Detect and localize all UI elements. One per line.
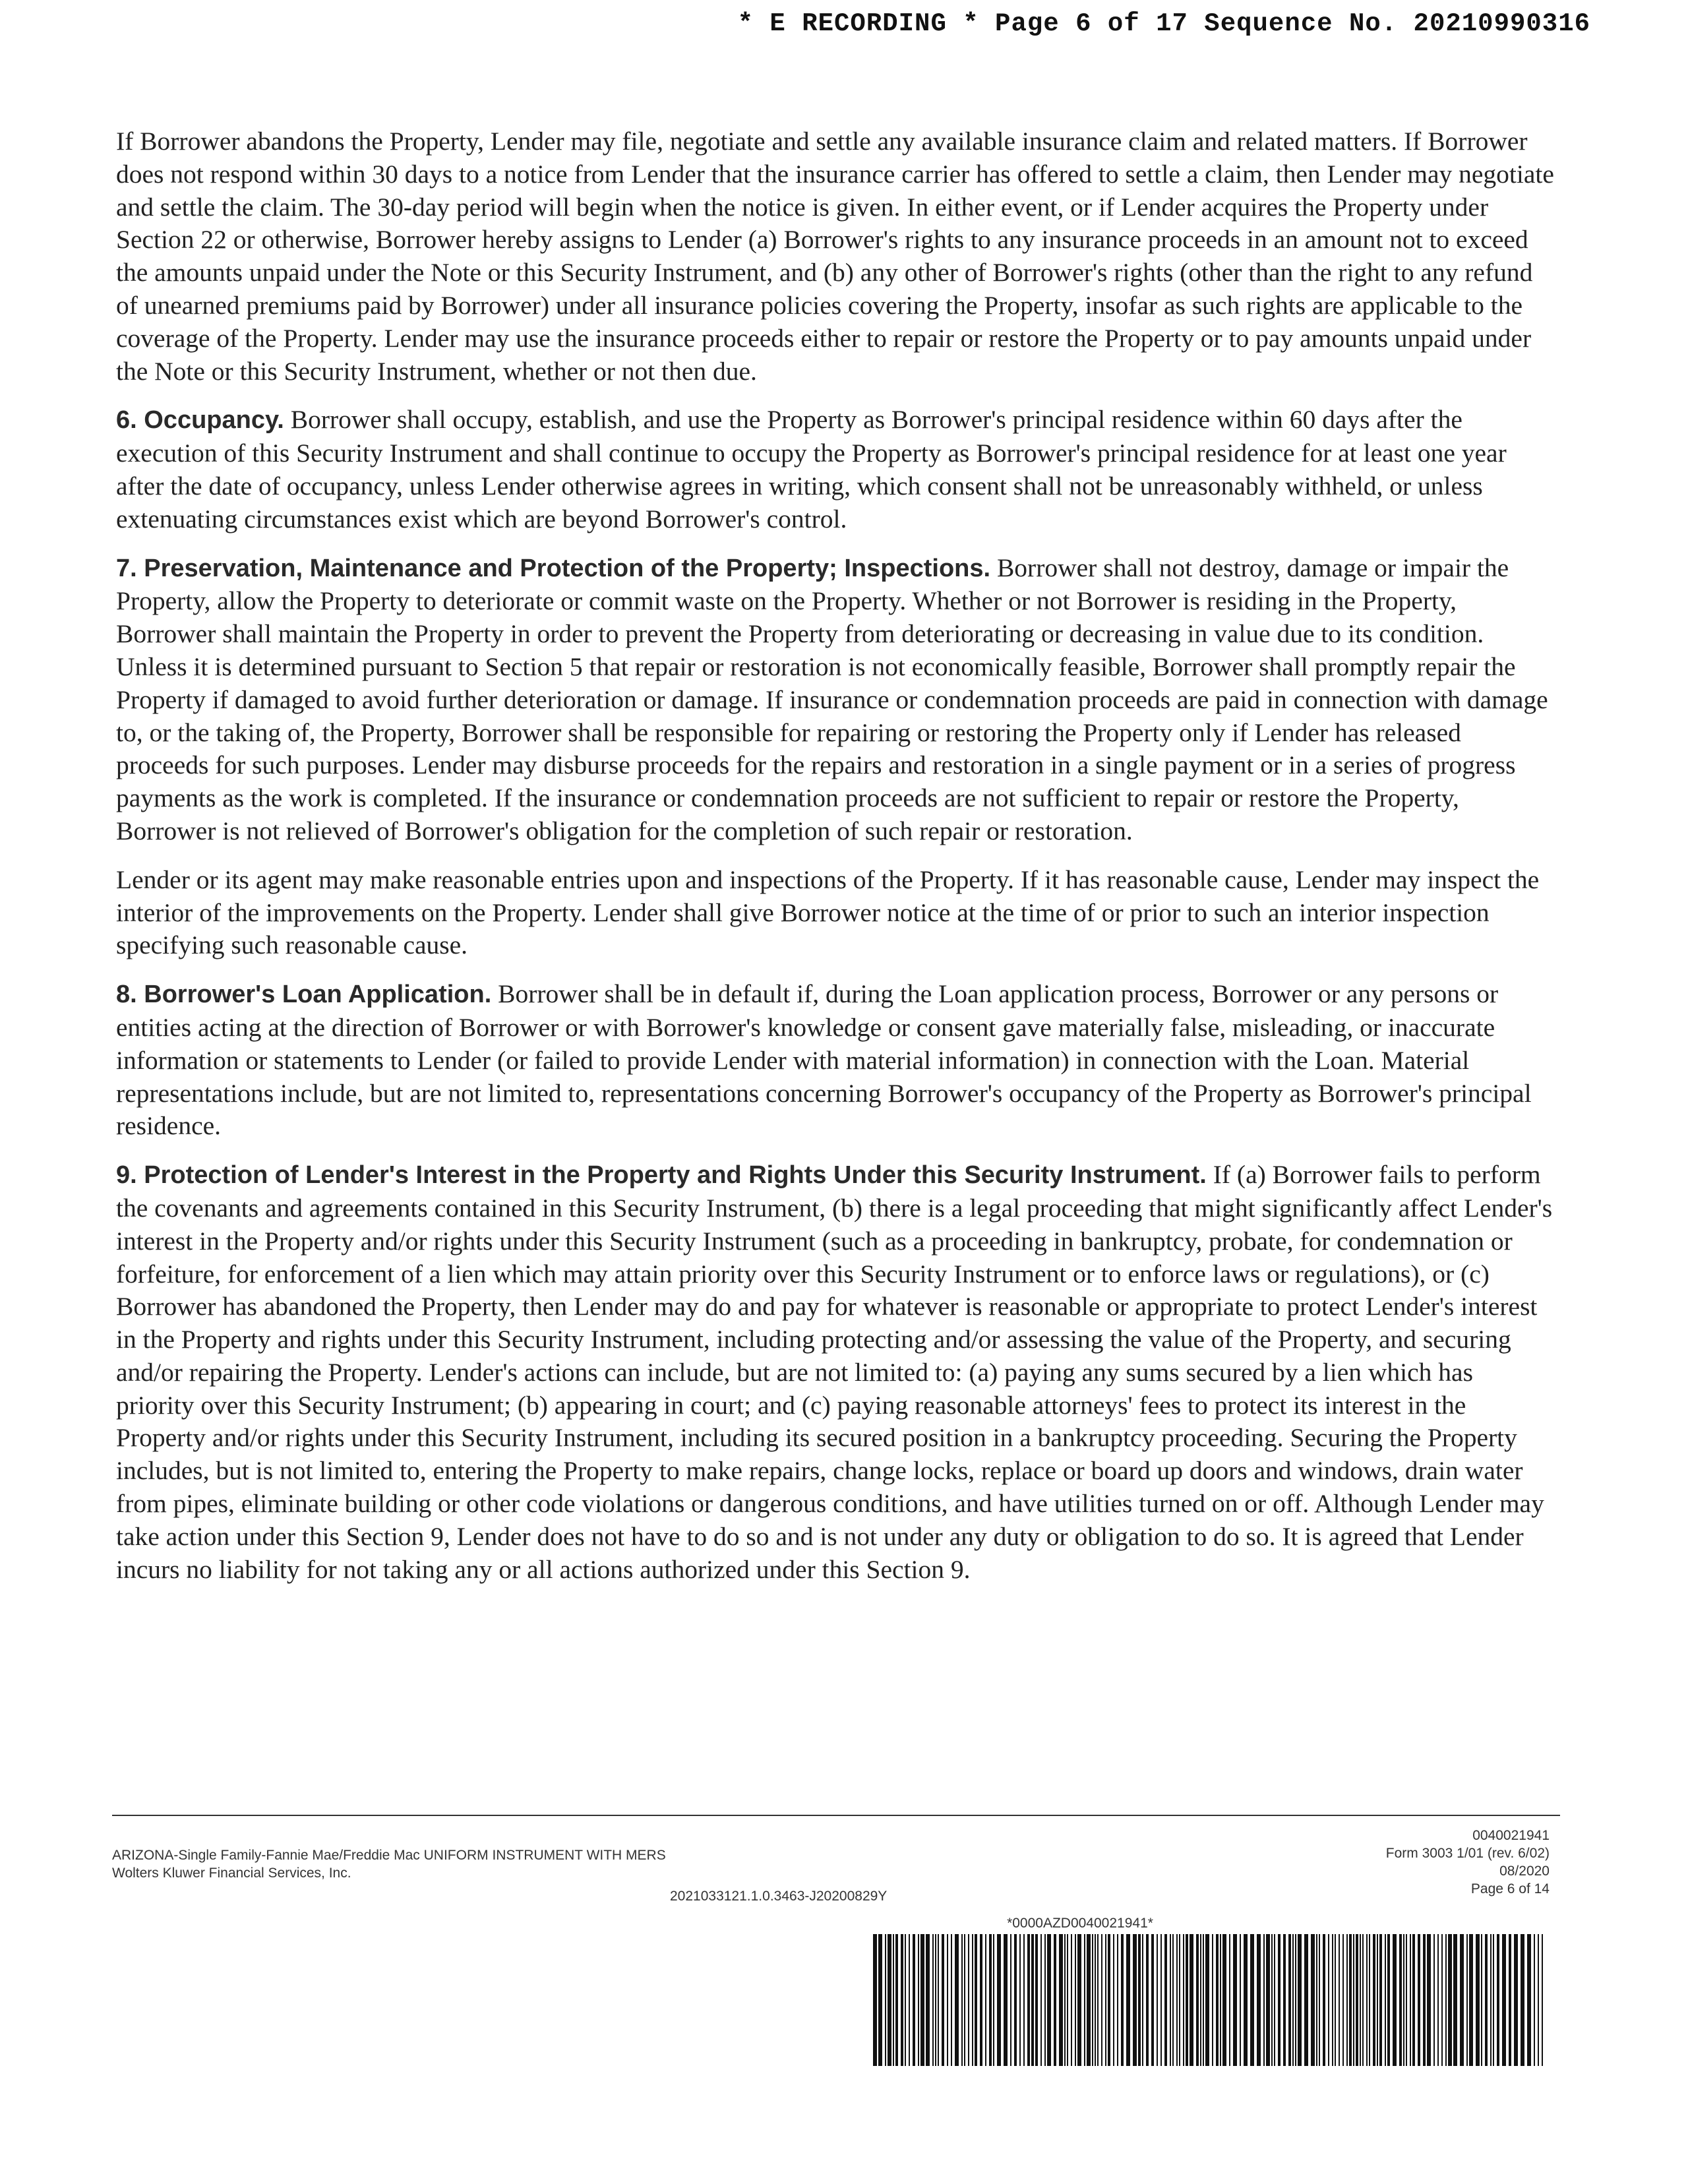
barcode-bar xyxy=(1200,1934,1201,2066)
barcode-bar xyxy=(1319,1934,1320,2066)
barcode-bar xyxy=(909,1934,910,2066)
section-7 xyxy=(116,552,1557,848)
paragraph-insurance-abandonment: If Borrower abandons the Property, Lender may file, negotiate and settle any available insurance claim and related matters. If Borrower does not respond within 30 days to a notice from Lender that the insurance carrier has offered to settle a claim, then Lender may negotiate and settle the claim. The 30-day period will begin when the notice is given. In either event, or if Lender acquires the Property under Section 22 or otherwise, Borrower hereby assigns to Lender (a) Borrower's rights to any insurance proceeds in an amount not to exceed the amounts unpaid under the Note or this Security Instrument, and (b) any other of Borrower's rights (other than the right to any refund of unearned premiums paid by Borrower) under all insurance policies covering the Property, insofar as such rights are applicable to the coverage of the Property. Lender may use the insurance proceeds either to repair or restore the Property or to pay amounts unpaid under the Note or this Security Instrument, whether or not then due. xyxy=(116,127,1554,386)
barcode-bar xyxy=(893,1934,894,2066)
barcode-bar xyxy=(1373,1934,1375,2066)
barcode-bar xyxy=(1084,1934,1085,2066)
section-7-heading: 7. Preservation, Maintenance and Protection of the Property; Inspections. xyxy=(116,554,991,582)
barcode-bar xyxy=(1476,1934,1480,2066)
barcode-bar xyxy=(1205,1934,1209,2066)
barcode-bar xyxy=(1019,1934,1021,2066)
barcode-bar xyxy=(1335,1934,1336,2066)
barcode-bar xyxy=(980,1934,982,2066)
barcode-bar xyxy=(1014,1934,1017,2066)
barcode-bar xyxy=(1292,1934,1294,2066)
footer-doc-code: 2021033121.1.0.3463-J20200829Y xyxy=(670,1889,888,1904)
barcode-bar xyxy=(1092,1934,1093,2066)
barcode-bar xyxy=(1121,1934,1124,2066)
barcode-bar xyxy=(1323,1934,1325,2066)
barcode-bar xyxy=(951,1934,952,2066)
barcode-bar xyxy=(1044,1934,1046,2066)
barcode-bar xyxy=(1410,1934,1411,2066)
barcode-bar xyxy=(1146,1934,1149,2066)
barcode-bar xyxy=(1332,1934,1333,2066)
barcode-bar xyxy=(1151,1934,1154,2066)
barcode-bar xyxy=(1240,1934,1241,2066)
barcode-bar xyxy=(1423,1934,1426,2066)
barcode-bar xyxy=(1133,1934,1137,2066)
barcode-bar xyxy=(1448,1934,1452,2066)
recording-header: * E RECORDING * Page 6 of 17 Sequence No. 20210990316 xyxy=(737,9,1590,38)
barcode-bar xyxy=(1212,1934,1213,2066)
barcode-text: *0000AZD0040021941* xyxy=(1007,1916,1153,1931)
barcode-bar xyxy=(1274,1934,1275,2066)
barcode-bar xyxy=(1263,1934,1265,2066)
footer-divider xyxy=(112,1815,1560,1816)
barcode-bar xyxy=(1095,1934,1096,2066)
barcode-bar xyxy=(1183,1934,1184,2066)
barcode-bar xyxy=(1216,1934,1219,2066)
barcode-bar xyxy=(1362,1934,1364,2066)
barcode-bar xyxy=(955,1934,959,2066)
section-7-text: Borrower shall not destroy, damage or impair the Property, allow the Property to deteriorate or commit waste on the Property. Whether or not Borrower is residing in the Property, Borrower shall maintain the Property in order to prevent the Property from deteriorating or decreasing in value due to its condition. Unless it is determined pursuant to Section 5 that repair or restoration is not economically feasible, Borrower shall promptly repair the Property if damaged to avoid further deterioration or damage. If insurance or condemnation proceeds are paid in connection with damage to, or the taking of, the Property, Borrower shall be responsible for repairing or restoring the Property only if Lender has released proceeds for such purposes. Lender may disburse proceeds for the repairs and restoration in a single payment or in a series of progress payments as the work is completed. If the insurance or condemnation proceeds are not sufficient to repair or restore the Property, Borrower is not relieved of Borrower's obligation for the completion of such repair or restoration. xyxy=(116,553,1548,845)
barcode-bar xyxy=(1071,1934,1072,2066)
barcode-bar xyxy=(1406,1934,1407,2066)
barcode-bar xyxy=(1027,1934,1030,2066)
barcode-bar xyxy=(989,1934,992,2066)
barcode-bar xyxy=(1497,1934,1499,2066)
barcode-bar xyxy=(1244,1934,1248,2066)
barcode-bar xyxy=(1077,1934,1081,2066)
barcode-bar xyxy=(1502,1934,1506,2066)
barcode-bar xyxy=(1385,1934,1386,2066)
section-9-text: If (a) Borrower fails to perform the covenants and agreements contained in this Security Instrument, (b) there is a legal proceeding that might significantly affect Lender's interest in the Property and/or rights under this Security Instrument (such as a proceeding in bankruptcy, probate, for condemnation or forfeiture, for enforcement of a lien which may attain priority over this Security Instrument or to enforce laws or regulations), or (c) Borrower has abandoned the Property, then Lender may do and pay for whatever is reasonable or appropriate to protect Lender's interest in the Property and rights under this Security Instrument, including protecting and/or assessing the value of the Property, and securing and/or repairing the Property. Lender's actions can include, but are not limited to: (a) paying any sums secured by a lien which has priority over this Security Instrument; (b) appearing in court; and (c) paying reasonable attorneys' fees to protect its interest in the Property and/or rights under this Security Instrument, including its secured position in a bankruptcy proceeding. Securing the Property includes, but is not limited to, entering the Property to make repairs, change locks, replace or board up doors and windows, drain water from pipes, eliminate building or other code violations or dangerous conditions, and have utilities turned on or off. Although Lender may take action under this Section 9, Lender does not have to do so and is not under any duty or obligation to do so. It is agreed that Lender incurs no liability for not taking any or all actions authorized under this Section 9. xyxy=(116,1160,1553,1584)
footer-loan-number: 0040021941 xyxy=(1472,1828,1550,1843)
barcode-bar xyxy=(1437,1934,1439,2066)
barcode-bar xyxy=(1064,1934,1066,2066)
section-6-text: Borrower shall occupy, establish, and use the Property as Borrower's principal residence within 60 days after the execution of this Security Instrument and shall continue to occupy the Property as Borrower's principal residence for at least one year after the date of occupancy, unless Lender otherwise agrees in writing, which consent shall not be unreasonably withheld, or unless extenuating circumstances exist which are beyond Borrower's control. xyxy=(116,405,1507,533)
barcode-bar xyxy=(1534,1934,1535,2066)
barcode-bar xyxy=(1460,1934,1464,2066)
barcode-bar xyxy=(1164,1934,1167,2066)
barcode-bar xyxy=(1403,1934,1404,2066)
barcode-bar xyxy=(1105,1934,1106,2066)
footer-form-title: ARIZONA-Single Family-Fannie Mae/Freddie Mac UNIFORM INSTRUMENT WITH MERS xyxy=(112,1848,666,1863)
barcode xyxy=(869,1934,1551,2066)
barcode-bar xyxy=(1379,1934,1382,2066)
barcode-bar xyxy=(1229,1934,1230,2066)
barcode-bar xyxy=(1509,1934,1511,2066)
barcode-bar xyxy=(1288,1934,1291,2066)
barcode-bar xyxy=(1266,1934,1270,2066)
barcode-bar xyxy=(1393,1934,1397,2066)
barcode-bar xyxy=(942,1934,944,2066)
barcode-bar xyxy=(1466,1934,1468,2066)
section-6-heading: 6. Occupancy. xyxy=(116,406,284,435)
barcode-bar xyxy=(1453,1934,1457,2066)
barcode-bar xyxy=(1222,1934,1226,2066)
barcode-bar xyxy=(985,1934,986,2066)
barcode-bar xyxy=(1067,1934,1068,2066)
barcode-bar xyxy=(1075,1934,1076,2066)
barcode-bar xyxy=(1010,1934,1011,2066)
barcode-bar xyxy=(1176,1934,1178,2066)
barcode-bar xyxy=(888,1934,891,2066)
barcode-bar xyxy=(1196,1934,1199,2066)
barcode-bar xyxy=(1418,1934,1420,2066)
barcode-bar xyxy=(1342,1934,1344,2066)
barcode-bar xyxy=(1059,1934,1063,2066)
barcode-bar xyxy=(1035,1934,1038,2066)
barcode-bar xyxy=(1113,1934,1114,2066)
footer-publisher: Wolters Kluwer Financial Services, Inc. xyxy=(112,1866,351,1881)
section-9-heading: 9. Protection of Lender's Interest in the Property and Rights Under this Security Instrument. xyxy=(116,1161,1207,1190)
barcode-bar xyxy=(1170,1934,1171,2066)
barcode-bar xyxy=(968,1934,969,2066)
barcode-bar xyxy=(1360,1934,1361,2066)
barcode-bar xyxy=(1298,1934,1302,2066)
barcode-bar xyxy=(997,1934,1001,2066)
barcode-bar xyxy=(895,1934,898,2066)
barcode-bar xyxy=(1377,1934,1378,2066)
paragraph-inspection: Lender or its agent may make reasonable entries upon and inspections of the Property. If it has reasonable cause, Lender may inspect the interior of the improvements on the Property. Lender shall give Borrower notice at the time of or prior to such an interior inspection specifying such reasonable cause. xyxy=(116,864,1540,960)
barcode-bar xyxy=(1278,1934,1281,2066)
barcode-bar xyxy=(1527,1934,1531,2066)
barcode-bar xyxy=(905,1934,906,2066)
section-8 xyxy=(116,978,1557,1143)
barcode-bar xyxy=(918,1934,919,2066)
barcode-bar xyxy=(1023,1934,1025,2066)
barcode-bar xyxy=(1353,1934,1354,2066)
barcode-bar xyxy=(1108,1934,1110,2066)
barcode-bar xyxy=(932,1934,934,2066)
barcode-bar xyxy=(1101,1934,1102,2066)
barcode-bar xyxy=(1514,1934,1518,2066)
section-8-heading: 8. Borrower's Loan Application. xyxy=(116,981,492,1009)
barcode-bar xyxy=(1304,1934,1308,2066)
barcode-bar xyxy=(1040,1934,1042,2066)
barcode-bar xyxy=(972,1934,973,2066)
barcode-bar xyxy=(1366,1934,1368,2066)
barcode-bar xyxy=(926,1934,930,2066)
barcode-bar xyxy=(1399,1934,1402,2066)
barcode-bar xyxy=(1469,1934,1473,2066)
barcode-bar xyxy=(1538,1934,1539,2066)
barcode-bar xyxy=(938,1934,939,2066)
barcode-bar xyxy=(1339,1934,1340,2066)
barcode-bar xyxy=(1160,1934,1162,2066)
barcode-bar xyxy=(1356,1934,1358,2066)
section-6 xyxy=(116,404,1557,535)
section-8-text: Borrower shall be in default if, during the Loan application process, Borrower or any persons or entities acting at the direction of Borrower or with Borrower's knowledge or consent gave materially false, misleading, or inaccurate information or statements to Lender (or failed to provide Lender with material information) in connection with the Loan. Material representations include, but are not limited to, representations concerning Borrower's occupancy of the Property as Borrower's principal residence. xyxy=(116,979,1532,1141)
barcode-bar xyxy=(920,1934,924,2066)
barcode-bar xyxy=(1283,1934,1286,2066)
barcode-bar xyxy=(935,1934,936,2066)
barcode-bar xyxy=(1427,1934,1431,2066)
footer-form-date: 08/2020 xyxy=(1499,1864,1550,1879)
barcode-bar xyxy=(885,1934,886,2066)
barcode-bar xyxy=(1172,1934,1174,2066)
barcode-bar xyxy=(1412,1934,1415,2066)
barcode-bar xyxy=(1369,1934,1370,2066)
footer-left xyxy=(112,1846,666,1882)
barcode-bar xyxy=(964,1934,965,2066)
barcode-bar xyxy=(1493,1934,1494,2066)
barcode-bar xyxy=(1087,1934,1091,2066)
barcode-bar xyxy=(1316,1934,1317,2066)
barcode-bar xyxy=(1186,1934,1188,2066)
document-body xyxy=(116,125,1557,1586)
barcode-block xyxy=(869,1916,1551,2066)
barcode-bar xyxy=(1346,1934,1348,2066)
barcode-bar xyxy=(1349,1934,1352,2066)
barcode-bar xyxy=(1220,1934,1221,2066)
barcode-bar xyxy=(975,1934,977,2066)
barcode-bar xyxy=(873,1934,877,2066)
barcode-bar xyxy=(1054,1934,1056,2066)
barcode-bar xyxy=(1203,1934,1204,2066)
barcode-bar xyxy=(878,1934,882,2066)
barcode-bar xyxy=(1387,1934,1390,2066)
barcode-bar xyxy=(1250,1934,1254,2066)
barcode-bar xyxy=(1295,1934,1296,2066)
barcode-bar xyxy=(1031,1934,1034,2066)
barcode-bar xyxy=(1542,1934,1543,2066)
barcode-bar xyxy=(1271,1934,1273,2066)
barcode-bar xyxy=(1490,1934,1492,2066)
footer-form-number: Form 3003 1/01 (rev. 6/02) xyxy=(1385,1846,1550,1861)
barcode-bar xyxy=(1190,1934,1193,2066)
footer-right xyxy=(1386,1827,1550,1898)
barcode-bar xyxy=(1126,1934,1130,2066)
barcode-bar xyxy=(1117,1934,1118,2066)
barcode-bar xyxy=(993,1934,994,2066)
barcode-bar xyxy=(1138,1934,1141,2066)
barcode-bar xyxy=(947,1934,948,2066)
barcode-bar xyxy=(1004,1934,1008,2066)
barcode-bar xyxy=(1097,1934,1099,2066)
barcode-bar xyxy=(1441,1934,1443,2066)
barcode-bar xyxy=(1481,1934,1482,2066)
barcode-bar xyxy=(901,1934,903,2066)
barcode-bar xyxy=(1445,1934,1447,2066)
barcode-bar xyxy=(1328,1934,1329,2066)
footer-page-label: Page 6 of 14 xyxy=(1470,1881,1550,1896)
barcode-bar xyxy=(1485,1934,1488,2066)
barcode-bar xyxy=(1157,1934,1158,2066)
barcode-bar xyxy=(1142,1934,1143,2066)
barcode-bar xyxy=(1521,1934,1524,2066)
barcode-bar xyxy=(1311,1934,1315,2066)
barcode-bar xyxy=(961,1934,963,2066)
section-9 xyxy=(116,1159,1557,1586)
barcode-bar xyxy=(913,1934,915,2066)
barcode-bar xyxy=(1047,1934,1051,2066)
barcode-bar xyxy=(1179,1934,1180,2066)
barcode-bar xyxy=(1433,1934,1435,2066)
barcode-bar xyxy=(1257,1934,1261,2066)
barcode-bar xyxy=(1233,1934,1237,2066)
